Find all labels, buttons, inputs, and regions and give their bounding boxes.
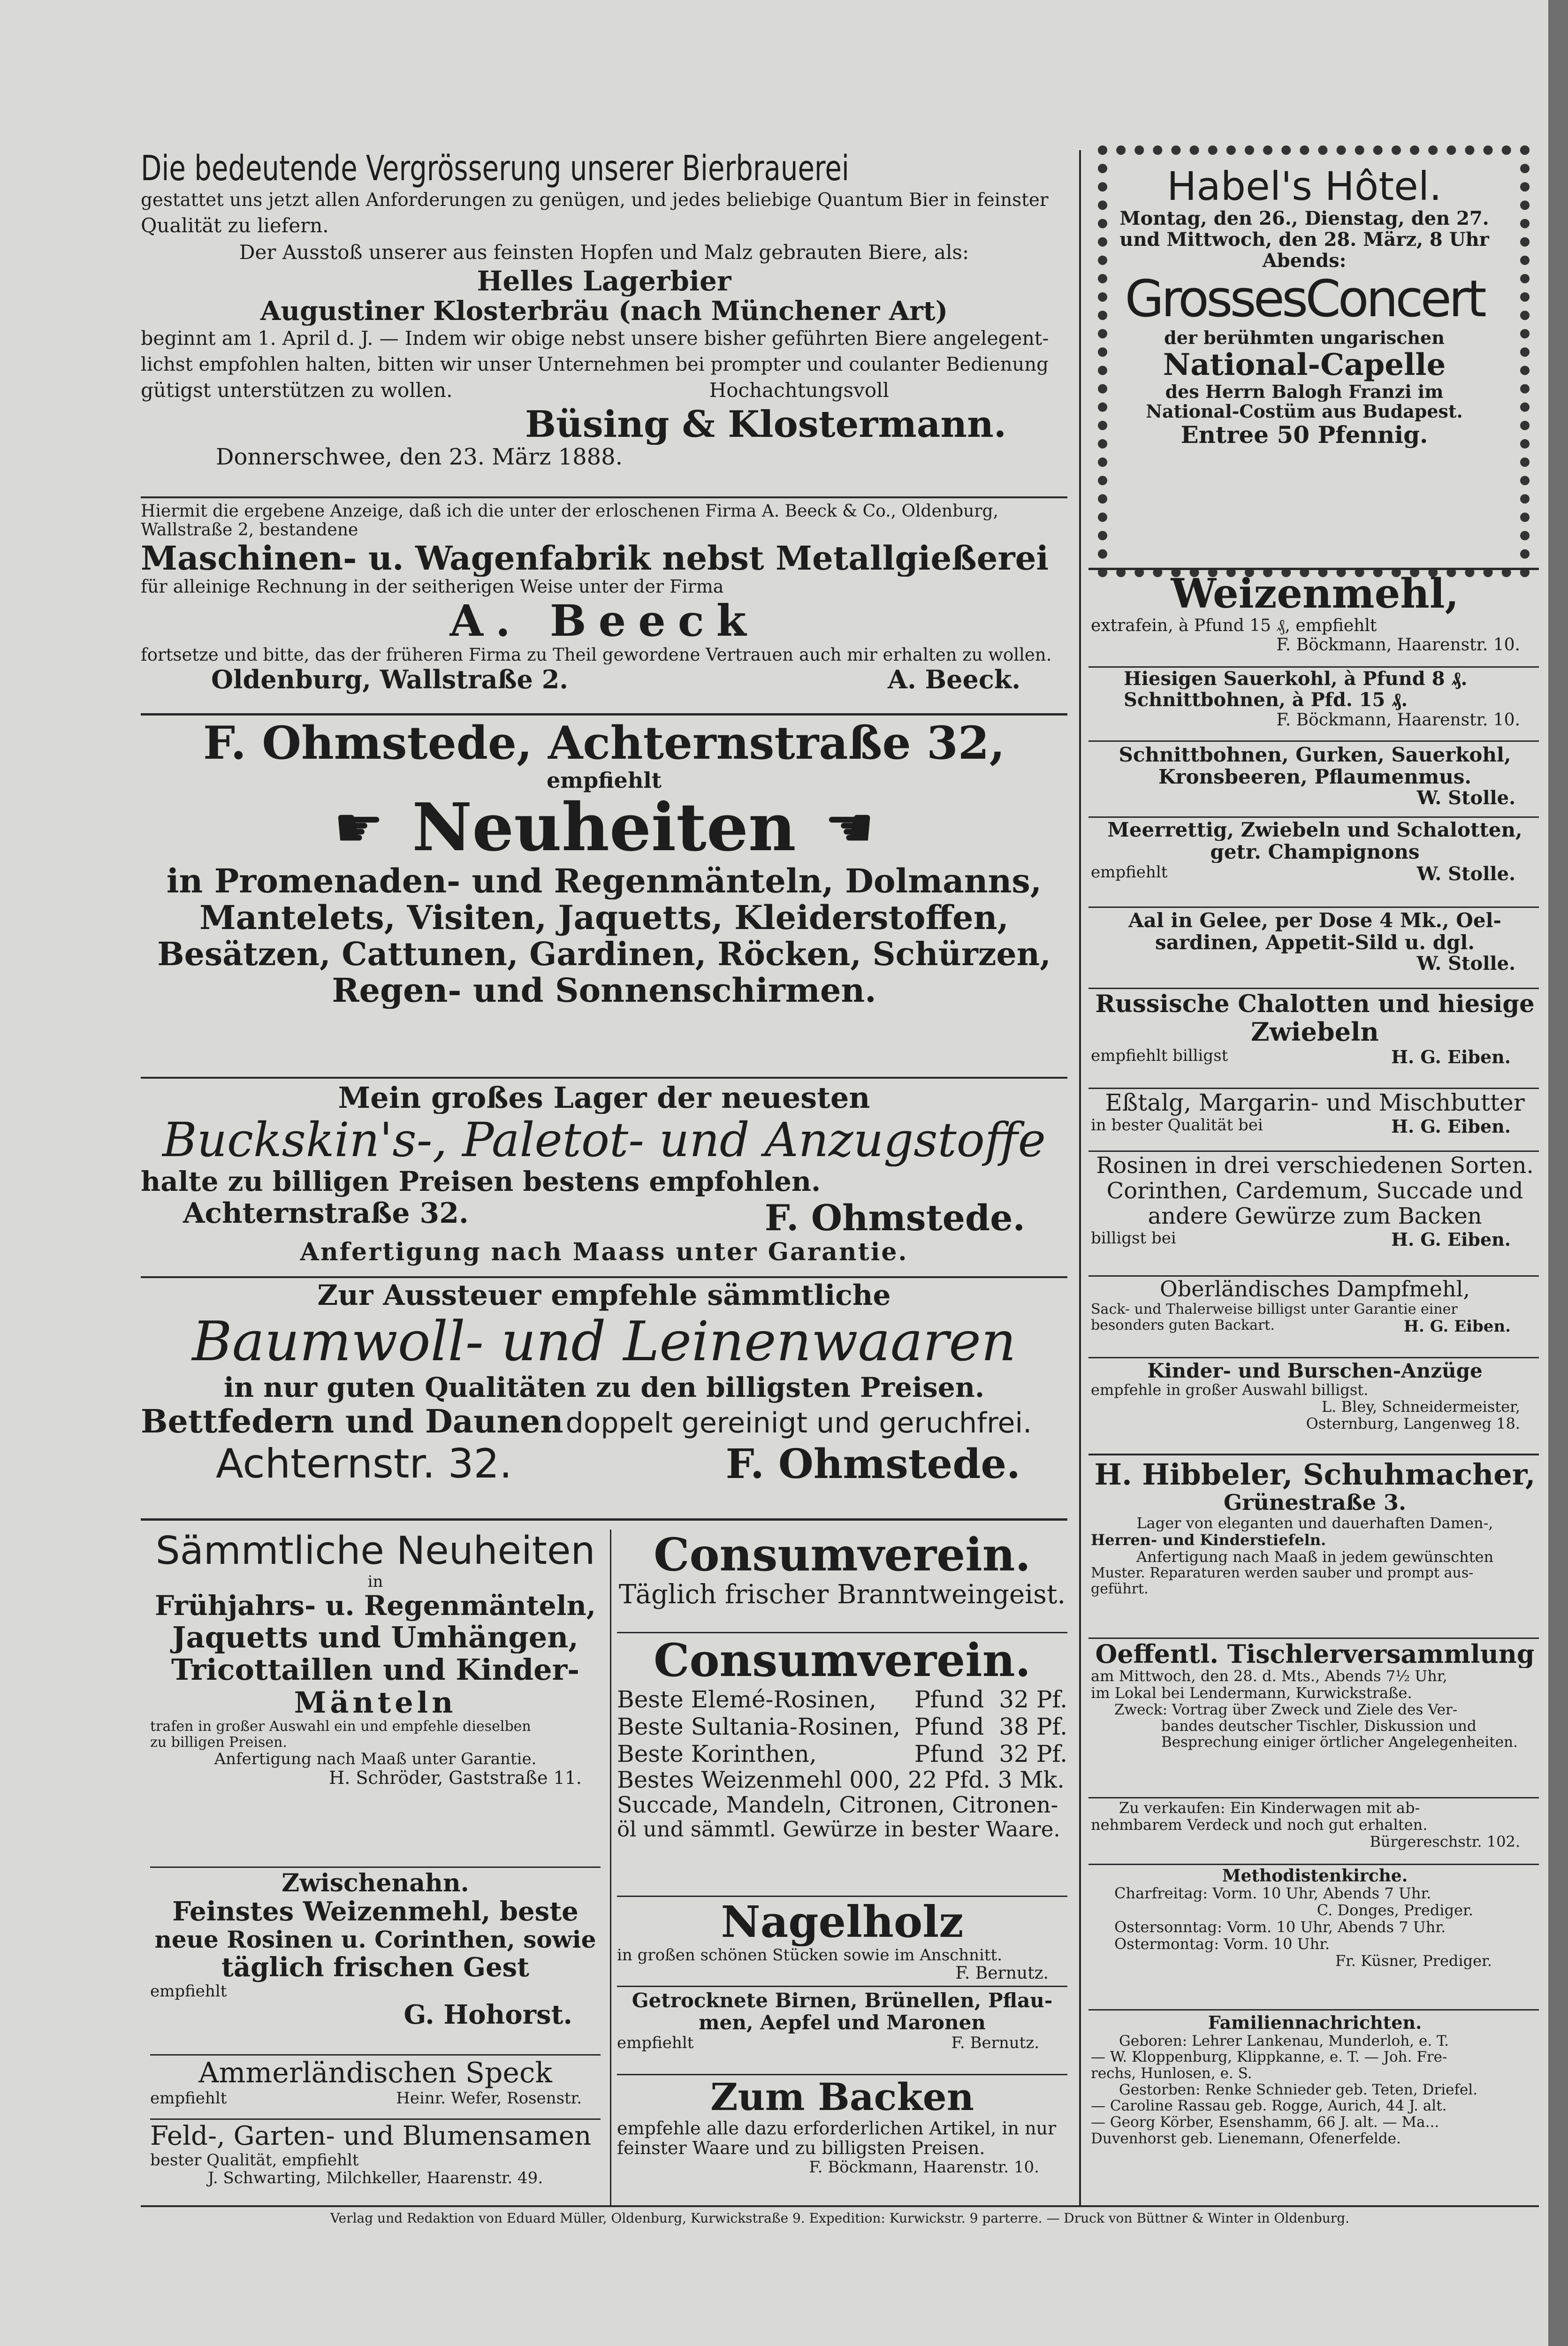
divider [141,1276,1067,1278]
divider [617,2074,1067,2075]
divider [1088,906,1539,908]
divider [150,1866,601,1868]
hibbeler-text: Muster. Reparaturen werden sauber und prompt aus- [1091,1565,1474,1582]
habel-capelle: National-Capelle [1163,348,1446,382]
aussteuer-address: Achternstr. 32. [216,1440,512,1488]
familie-text: — W. Kloppenburg, Klippkanne, e. T. — Joh. Fre- [1091,2049,1447,2065]
stolle-empfiehlt: empfiehlt [1091,863,1168,882]
ohmstede-aussteuer-ad [141,1280,1067,1510]
eiben-line: andere Gewürze zum Backen [1148,1203,1482,1229]
column-divider [610,1530,611,2205]
aussteuer-firm: F. Ohmstede. [725,1440,1020,1488]
stolle-meerrettig-ad [1091,819,1539,894]
divider [141,713,1067,716]
hohorst-empfiehlt: empfiehlt [150,1982,227,2000]
birnen-empfiehlt: empfiehlt [617,2034,694,2053]
familie-text: Geboren: Lehrer Lankenau, Munderloh, e. T. [1119,2033,1449,2049]
aussteuer-bettfedern: Bettfedern und Daunen [141,1403,563,1441]
divider [1088,1797,1539,1798]
stolle-line: Meerrettig, Zwiebeln und Schalotten, [1107,819,1522,841]
schroeder-ad [150,1530,601,1877]
aussteuer-text: in nur guten Qualitäten zu den billigsten Preisen. [223,1372,985,1403]
ohmstede-neuheiten-ad [141,718,1067,1074]
divider [1088,1864,1539,1865]
column-divider [1079,150,1081,2205]
brewery-text: gütigst unterstützen zu wollen. [141,379,453,402]
habel-date: Montag, den 26., Dienstag, den 27. [1119,208,1489,229]
buckskin-title: Buckskin's-, Paletot- und Anzugstoffe [162,1114,1046,1167]
sauerkohl-line: Schnittbohnen, à Pfd. 15 ₰. [1124,689,1408,711]
consum-title: Consumverein. [654,1530,1031,1580]
backen-title: Zum Backen [710,2076,974,2118]
tischler-ad [1091,1640,1539,1799]
price-unit: Pfund [914,1740,984,1767]
backen-ad [617,2076,1067,2208]
weizenmehl-title: Weizenmehl, [1171,571,1459,617]
ohmstede-goods-line: Besätzen, Cattunen, Gardinen, Röcken, Schürzen, [157,936,1051,972]
wefer-empfiehlt: empfiehlt [150,2089,227,2108]
habel-text: National-Costüm aus Budapest. [1146,402,1463,422]
familie-text: rechs, Hunlosen, e. S. [1091,2065,1252,2082]
page-edge-shadow [1548,0,1568,2346]
beeck-place: Oldenburg, Wallstraße 2. [211,664,569,695]
divider [1088,1150,1539,1152]
eiben-dampfmehl-ad [1091,1277,1539,1362]
divider [141,1077,1067,1079]
hohorst-place: Zwischenahn. [282,1870,469,1897]
weizenmehl-ad [1091,571,1539,665]
divider [1088,1357,1539,1358]
backen-text: empfehle alle dazu erforderlichen Artikel, in nur [617,2118,1057,2139]
brewery-headline: Die bedeutende Vergrösserung unserer Bierbrauerei [141,149,849,188]
brewery-firm: Büsing & Klostermann. [525,404,1006,445]
habel-time: Abends: [1262,250,1347,272]
tischler-text: am Mittwoch, den 28. d. Mts., Abends 7½ Uhr, [1091,1668,1447,1685]
eiben-line: Corinthen, Cardemum, Succade und [1106,1178,1523,1204]
divider [1088,568,1539,570]
ohmstede-goods-line: Mantelets, Visiten, Jaquetts, Kleiderstoffen, [199,899,1009,937]
hohorst-ad [150,1870,601,2057]
consum-title: Consumverein. [654,1635,1031,1686]
stolle-aal-ad [1091,909,1539,984]
schroeder-line: Jaquetts und Umhängen, [172,1621,578,1654]
eiben-chalotten-ad [1091,991,1539,1085]
bley-signature: L. Bley, Schneidermeister, [1321,1398,1520,1416]
methodisten-text: Charfreitag: Vorm. 10 Uhr, Abends 7 Uhr. [1114,1885,1431,1903]
hibbeler-text: Herren- und Kinderstiefeln. [1091,1531,1326,1549]
stolle-line: Schnittbohnen, Gurken, Sauerkohl, [1119,744,1511,766]
price-item: Beste Korinthen, [617,1740,817,1767]
brewery-closing: Hochachtungsvoll [709,379,889,402]
divider [150,2054,601,2056]
brewery-text: Der Ausstoß unserer aus feinsten Hopfen und Malz gebrauten Biere, als: [239,241,969,264]
eiben-title: Oberländisches Dampfmehl, [1160,1277,1470,1302]
buckskin-guarantee: Anfertigung nach Maass unter Garantie. [300,1239,908,1266]
stolle-signature: W. Stolle. [1416,788,1515,809]
brewery-beer-lager: Helles Lagerbier [477,266,731,297]
familie-title: Familiennachrichten. [1208,2013,1422,2033]
hohorst-line: täglich frischen Gest [221,1952,530,1982]
schroeder-line: Tricottaillen und Kinder- [171,1653,579,1686]
hohorst-line: neue Rosinen u. Corinthen, sowie [154,1926,596,1953]
ohmstede-empfiehlt: empfiehlt [547,768,662,793]
eiben-line: Rosinen in drei verschiedenen Sorten. [1096,1153,1534,1179]
beeck-text: Wallstraße 2, bestandene [141,521,358,540]
footer-imprint: Verlag und Redaktion von Eduard Müller, Oldenburg, Kurwickstraße 9. Expedition: Kurwickstr. 9 parterre. — Druck von Büttner & Winter in Oldenburg. [330,2211,1350,2226]
eiben-butter-ad [1091,1089,1539,1150]
eiben-text: besonders guten Backart. [1091,1317,1275,1334]
hibbeler-text: geführt. [1091,1581,1149,1597]
eiben-line: Zwiebeln [1251,1018,1379,1046]
eiben-text: Sack- und Thalerweise billigst unter Garantie einer [1091,1301,1458,1318]
methodisten-preacher: Fr. Küsner, Prediger. [1335,1952,1492,1970]
eiben-signature: H. G. Eiben. [1391,1116,1511,1137]
consum-branntwein-ad [617,1530,1067,1638]
stolle-line: getr. Champignons [1210,841,1420,863]
divider [1088,1454,1539,1455]
ohmstede-goods-line: Regen- und Sonnenschirmen. [332,972,876,1009]
nagelholz-signature: F. Bernutz. [955,1964,1049,1983]
methodisten-preacher: C. Donges, Prediger. [1317,1902,1473,1919]
buckskin-intro: Mein großes Lager der neuesten [338,1082,870,1114]
eiben-text: in bester Qualität bei [1091,1116,1263,1135]
aussteuer-intro: Zur Aussteuer empfehle sämmtliche [317,1280,891,1312]
familiennachrichten [1091,2013,1539,2205]
hohorst-signature: G. Hohorst. [403,2000,572,2030]
brewery-place-date: Donnerschwee, den 23. März 1888. [216,445,623,470]
hibbeler-ad [1091,1458,1539,1637]
nagelholz-text: in großen schönen Stücken sowie im Anschnitt. [617,1946,1002,1965]
brewery-text: Qualität zu liefern. [141,214,329,237]
divider [150,2118,601,2120]
aussteuer-title: Baumwoll- und Leinenwaaren [192,1311,1016,1373]
schroeder-guarantee: Anfertigung nach Maaß unter Garantie. [214,1750,537,1768]
stolle-signature: W. Stolle. [1416,863,1515,885]
brewery-text: lichst empfohlen halten, bitten wir unser Unternehmen bei prompter und coulanter Bedienung [141,353,1049,375]
wefer-ad [150,2057,601,2118]
price-unit: Pfund [914,1685,984,1713]
pointing-hand-right-icon: ☛ [333,795,384,861]
beeck-text: für alleinige Rechnung in der seitherigen Weise unter der Firma [141,577,724,597]
pointing-hand-left-icon: ☚ [824,795,875,861]
bley-ad [1091,1360,1539,1454]
habel-entree: Entree 50 Pfennig. [1180,421,1428,448]
stolle-signature: W. Stolle. [1416,953,1515,975]
tischler-title: Oeffentl. Tischlerversammlung [1095,1640,1535,1668]
weizenmehl-text: extrafein, à Pfund 15 ₰, empfiehlt [1091,617,1377,636]
brewery-ad [141,149,1067,506]
divider [1088,2009,1539,2011]
eiben-signature: H. G. Eiben. [1403,1317,1511,1336]
price-unit: Pfund [914,1713,984,1740]
footer-rule [141,2205,1539,2207]
bley-address: Osternburg, Langenweg 18. [1306,1415,1520,1432]
hibbeler-text: Lager von eleganten und dauerhaften Damen-, [1136,1515,1493,1532]
tischler-text: Besprechung einiger örtlicher Angelegenheiten. [1161,1734,1518,1751]
price-item: Beste Sultania-Rosinen, [617,1713,901,1740]
ohmstede-goods-line: in Promenaden- und Regenmänteln, Dolmanns, [166,863,1042,900]
consum-prices-ad [617,1635,1067,1898]
habel-title: Habel's Hôtel. [1167,164,1442,209]
stolle-line: sardinen, Appetit-Sild u. dgl. [1155,931,1475,954]
hibbeler-address: Grünestraße 3. [1223,1491,1407,1515]
aussteuer-bettfedern-note: doppelt gereinigt und geruchfrei. [565,1407,1032,1440]
hibbeler-text: Anfertigung nach Maaß in jedem gewünschten [1136,1548,1494,1566]
divider [1088,1638,1539,1639]
kinderwagen-text: Zu verkaufen: Ein Kinderwagen mit ab- [1119,1800,1420,1817]
price-value: 32 Pf. [999,1685,1067,1713]
price-value: 32 Pf. [999,1740,1067,1767]
stolle-line: Aal in Gelee, per Dose 4 Mk., Oel- [1128,909,1501,932]
divider [1088,988,1539,989]
beeck-signature: A. Beeck. [888,664,1020,695]
kinderwagen-ad [1091,1800,1539,1861]
divider [1088,816,1539,818]
price-item: Beste Elemé-Rosinen, [617,1685,876,1713]
buckskin-text: halte zu billigen Preisen bestens empfohlen. [141,1166,821,1197]
brewery-beer-augustiner: Augustiner Klosterbräu (nach Münchener Art) [260,296,948,326]
buckskin-firm: F. Ohmstede. [764,1197,1025,1239]
familie-text: — Caroline Rassau geb. Rogge, Aurich, 44 J. alt. [1091,2098,1447,2115]
habel-text: des Herrn Balogh Franzi im [1165,381,1444,402]
brewery-text: beginnt am 1. April d. J. — Indem wir obige nebst unsere bisher geführten Biere angelegent- [141,327,1049,350]
weizenmehl-signature: F. Böckmann, Haarenstr. 10. [1276,635,1520,655]
consum-line: Bestes Weizenmehl 000, 22 Pfd. 3 Mk. [617,1767,1065,1793]
schwarting-title: Feld-, Garten- und Blumensamen [150,2122,592,2151]
bley-title: Kinder- und Burschen-Anzüge [1147,1360,1483,1382]
beeck-text: Hiermit die ergebene Anzeige, daß ich die unter der erloschenen Firma A. Beeck & Co., Oldenburg, [141,502,999,521]
stolle-schnittbohnen-ad [1091,744,1539,819]
methodisten-title: Methodistenkirche. [1222,1866,1408,1886]
methodisten-ad [1091,1866,1539,2007]
footer [141,2211,1539,2239]
divider [141,1518,1067,1521]
schroeder-line: Mänteln [294,1686,457,1719]
divider [617,1632,1067,1633]
divider [141,496,1067,498]
birnen-line: men, Aepfel und Maronen [699,2011,986,2034]
consum-line: Succade, Mandeln, Citronen, Citronen- [617,1793,1058,1818]
hibbeler-title: H. Hibbeler, Schuhmacher, [1094,1458,1536,1491]
schroeder-line: Frühjahrs- u. Regenmänteln, [154,1590,596,1621]
ohmstede-header: F. Ohmstede, Achternstraße 32, [203,718,1005,769]
habel-ad [1117,164,1492,549]
schwarting-text: bester Qualität, empfiehlt [150,2151,359,2169]
ohmstede-buckskin-ad [141,1082,1067,1279]
eiben-line: Russische Chalotten und hiesige [1095,991,1535,1018]
wefer-signature: Heinr. Wefer, Rosenstr. [396,2089,582,2108]
tischler-text: Zweck: Vortrag über Zweck und Ziele des Ver- [1114,1701,1458,1718]
bley-text: empfehle in großer Auswahl billigst. [1091,1382,1369,1399]
birnen-signature: F. Bernutz. [951,2034,1039,2053]
beeck-text: fortsetze und bitte, das der früheren Firma zu Theil gewordene Vertrauen auch mir erhalten zu wollen. [141,645,1052,665]
beeck-title: Maschinen- u. Wagenfabrik nebst Metallgießerei [141,540,1049,577]
tischler-text: bandes deutscher Tischler, Diskussion und [1161,1718,1477,1735]
backen-signature: F. Böckmann, Haarenstr. 10. [809,2158,1039,2176]
stolle-line: Kronsbeeren, Pflaumenmus. [1158,766,1472,788]
tischler-text: im Lokal bei Lendermann, Kurwickstraße. [1091,1685,1412,1702]
sauerkohl-signature: F. Böckmann, Haarenstr. 10. [1276,710,1520,730]
nagelholz-ad [617,1898,1067,1987]
buckskin-address: Achternstraße 32. [183,1197,469,1230]
price-value: 38 Pf. [999,1713,1067,1740]
divider [1088,1088,1539,1089]
schwarting-ad [150,2122,601,2206]
beeck-ad [141,502,1067,713]
schroeder-in: in [367,1572,383,1591]
backen-text: feinster Waare und zu billigsten Preisen. [617,2138,985,2158]
habel-date: und Mittwoch, den 28. März, 8 Uhr [1119,229,1489,251]
methodisten-text: Ostersonntag: Vorm. 10 Uhr, Abends 7 Uhr. [1114,1919,1446,1936]
schroeder-text: trafen in großer Auswahl ein und empfehle dieselben [150,1719,531,1735]
eiben-rosinen-ad [1091,1153,1539,1280]
beeck-name: A. Beeck [449,597,759,646]
divider [617,1896,1067,1897]
divider [1088,740,1539,742]
familie-text: Gestorben: Renke Schnieder geb. Teten, Driefel. [1119,2081,1478,2098]
habel-concert: GrossesConcert [1125,271,1484,328]
schwarting-signature: J. Schwarting, Milchkeller, Haarenstr. 49. [207,2169,543,2187]
schroeder-text: zu billigen Preisen. [150,1734,287,1751]
schroeder-signature: H. Schröder, Gaststraße 11. [329,1768,582,1789]
divider [617,1986,1067,1987]
familie-text: — Georg Körber, Esenshamm, 66 J. alt. — Ma... [1091,2114,1439,2131]
nagelholz-title: Nagelholz [721,1898,964,1947]
sauerkohl-ad [1091,669,1539,741]
divider [1088,1275,1539,1277]
consum-line: öl und sämmtl. Gewürze in bester Waare. [617,1818,1060,1842]
eiben-signature: H. G. Eiben. [1391,1229,1511,1250]
sauerkohl-line: Hiesigen Sauerkohl, à Pfund 8 ₰. [1124,669,1468,690]
eiben-line: Eßtalg, Margarin- und Mischbutter [1105,1089,1525,1116]
kinderwagen-address: Bürgereschstr. 102. [1370,1833,1520,1851]
brewery-text: gestattet uns jetzt allen Anforderungen zu genügen, und jedes beliebige Quantum Bier in feinster [141,189,1049,211]
wefer-title: Ammerländischen Speck [198,2057,552,2089]
methodisten-text: Ostermontag: Vorm. 10 Uhr. [1114,1935,1330,1953]
birnen-ad [617,1989,1067,2083]
schroeder-title: Sämmtliche Neuheiten [155,1530,595,1573]
birnen-line: Getrocknete Birnen, Brünellen, Pflau- [632,1989,1053,2012]
familie-text: Duvenhorst geb. Lienemann, Ofenerfelde. [1091,2130,1401,2147]
consum-subtitle: Täglich frischer Branntweingeist. [618,1580,1066,1610]
hohorst-line: Feinstes Weizenmehl, beste [172,1897,578,1927]
kinderwagen-text: nehmbarem Verdeck und noch gut erhalten. [1091,1816,1428,1834]
eiben-signature: H. G. Eiben. [1391,1046,1511,1067]
divider [1088,666,1539,668]
eiben-empfiehlt: empfiehlt billigst [1091,1046,1228,1065]
ohmstede-neuheiten-title: Neuheiten [412,789,796,867]
eiben-text: billigst bei [1091,1229,1176,1248]
habel-text: der berühmten ungarischen [1164,328,1445,348]
